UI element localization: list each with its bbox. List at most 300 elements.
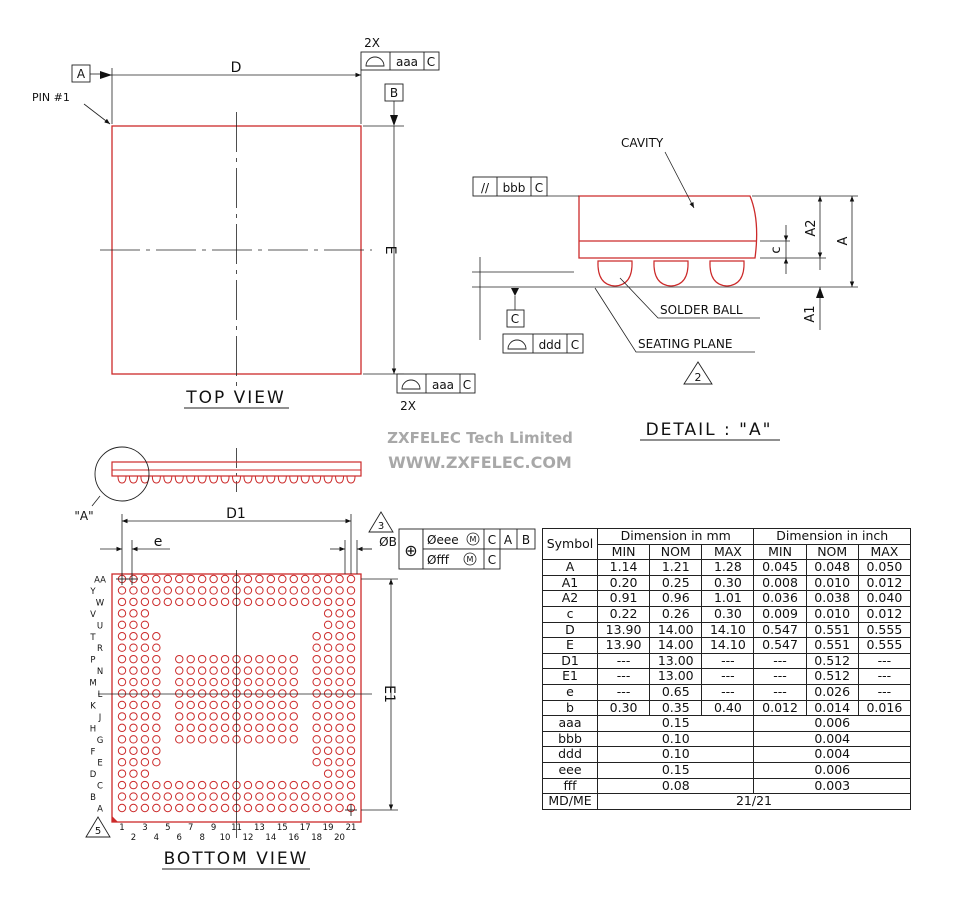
table-cell-value: 0.014 — [806, 700, 858, 716]
table-cell-value: 0.048 — [806, 560, 858, 576]
solder-ball — [118, 759, 125, 766]
solder-ball — [187, 667, 194, 674]
solder-ball — [279, 701, 286, 708]
table-cell-value: 1.14 — [598, 560, 650, 576]
solder-ball — [347, 793, 354, 800]
solder-ball — [118, 667, 125, 674]
solder-ball — [118, 724, 125, 731]
solder-ball — [210, 655, 217, 662]
table-cell-value: 0.006 — [754, 762, 911, 778]
solder-ball — [130, 781, 137, 788]
col-label: 15 — [276, 823, 288, 833]
solder-ball — [279, 575, 286, 582]
solder-ball — [347, 736, 354, 743]
solder-ball — [347, 644, 354, 651]
solder-ball — [176, 598, 183, 605]
solder-ball — [324, 678, 331, 685]
solder-ball — [130, 804, 137, 811]
solder-ball — [153, 747, 160, 754]
side-solder-ball — [278, 476, 286, 483]
col-label: 2 — [130, 833, 137, 843]
row-label: P — [90, 655, 96, 666]
table-cell-value: 14.10 — [702, 622, 754, 638]
side-solder-ball — [221, 476, 229, 483]
solder-ball — [198, 713, 205, 720]
solder-ball — [313, 804, 320, 811]
table-cell-value: 0.30 — [598, 700, 650, 716]
solder-ball — [164, 587, 171, 594]
solder-ball — [290, 655, 297, 662]
table-cell-value: 0.91 — [598, 591, 650, 607]
side-solder-ball — [118, 476, 126, 483]
table-subheader: MAX — [702, 544, 754, 560]
solder-ball — [336, 701, 343, 708]
table-cell-value: 1.01 — [702, 591, 754, 607]
table-cell-symbol: D — [543, 622, 598, 638]
table-cell-value: 0.012 — [858, 575, 910, 591]
solder-ball — [141, 793, 148, 800]
solder-ball — [210, 724, 217, 731]
solder-ball — [118, 644, 125, 651]
table-header-mm: Dimension in mm — [598, 529, 754, 545]
table-cell-value: 0.35 — [650, 700, 702, 716]
solder-ball — [244, 598, 251, 605]
solder-ball — [141, 633, 148, 640]
row-label: W — [95, 598, 105, 609]
dim-e-pitch-label: e — [153, 534, 163, 550]
table-cell-value: 14.00 — [650, 622, 702, 638]
solder-ball — [176, 667, 183, 674]
table-cell-value: 0.30 — [702, 575, 754, 591]
detail-view — [472, 136, 858, 440]
solder-ball — [187, 598, 194, 605]
table-cell-value: 0.10 — [598, 747, 754, 763]
solder-ball — [279, 736, 286, 743]
table-cell-value: --- — [702, 684, 754, 700]
solder-ball — [130, 793, 137, 800]
col-label: 8 — [199, 833, 205, 843]
solder-ball — [176, 781, 183, 788]
solder-ball — [141, 598, 148, 605]
col-label: 7 — [187, 823, 194, 833]
table-cell-value: 0.512 — [806, 653, 858, 669]
table-subheader: NOM — [650, 544, 702, 560]
solder-ball — [256, 804, 263, 811]
solder-ball — [302, 793, 309, 800]
solder-ball — [336, 621, 343, 628]
solder-ball — [279, 598, 286, 605]
solder-ball — [187, 781, 194, 788]
solder-ball — [290, 575, 297, 582]
solder-ball — [279, 793, 286, 800]
dim-e1-label: E1 — [381, 685, 397, 703]
solder-ball — [187, 678, 194, 685]
row-label: A — [97, 804, 103, 815]
solder-ball — [198, 701, 205, 708]
table-row — [543, 684, 911, 700]
table-subheader: MAX — [858, 544, 910, 560]
count-2x-bottom: 2X — [400, 399, 416, 413]
table-cell-value: 1.28 — [702, 560, 754, 576]
dim-d-label: D — [230, 60, 242, 76]
solder-ball — [290, 667, 297, 674]
row-label: U — [96, 621, 104, 632]
table-cell-symbol: ddd — [543, 747, 598, 763]
solder-ball — [164, 781, 171, 788]
solder-ball — [210, 804, 217, 811]
side-solder-ball — [255, 476, 263, 483]
table-row — [543, 622, 911, 638]
solder-ball — [210, 713, 217, 720]
table-row — [543, 794, 911, 810]
col-labels — [119, 823, 356, 843]
solder-ball — [267, 690, 274, 697]
row-label: Y — [90, 586, 96, 597]
table-cell-value: 0.012 — [858, 606, 910, 622]
side-solder-ball — [313, 476, 321, 483]
solder-ball — [347, 667, 354, 674]
solder-ball — [210, 701, 217, 708]
side-solder-ball — [290, 476, 298, 483]
solder-ball — [279, 655, 286, 662]
table-cell-value: 21/21 — [598, 794, 911, 810]
solder-ball — [221, 713, 228, 720]
solder-ball — [244, 701, 251, 708]
solder-ball — [210, 598, 217, 605]
dimension-table — [542, 528, 911, 810]
solder-ball — [336, 633, 343, 640]
solder-ball — [141, 713, 148, 720]
solder-ball — [256, 713, 263, 720]
solder-ball — [347, 678, 354, 685]
tolerance-frame-top — [361, 52, 439, 70]
side-solder-ball — [152, 476, 160, 483]
solder-ball — [324, 610, 331, 617]
table-cell-value: 0.551 — [806, 622, 858, 638]
row-label: B — [90, 793, 96, 804]
solder-ball — [130, 598, 137, 605]
solder-ball — [153, 644, 160, 651]
solder-ball — [290, 598, 297, 605]
table-cell-value: 0.512 — [806, 669, 858, 685]
solder-ball — [324, 770, 331, 777]
solder-ball — [324, 690, 331, 697]
tol-fff-value: Øfff — [427, 553, 449, 567]
solder-ball — [176, 713, 183, 720]
side-view — [74, 447, 361, 523]
table-row — [543, 560, 911, 576]
solder-ball — [313, 655, 320, 662]
solder-ball — [336, 770, 343, 777]
table-row — [543, 669, 911, 685]
table-cell-value: 13.90 — [598, 622, 650, 638]
solder-ball — [187, 804, 194, 811]
solder-ball — [130, 713, 137, 720]
table-cell-value: 0.004 — [754, 747, 911, 763]
solder-ball — [176, 690, 183, 697]
col-label: 4 — [153, 833, 160, 843]
solder-ball — [130, 621, 137, 628]
col-label: 19 — [322, 823, 334, 833]
row-label: K — [90, 701, 96, 712]
solder-ball — [336, 644, 343, 651]
solder-ball — [141, 575, 148, 582]
table-cell-value: --- — [702, 653, 754, 669]
solder-ball — [324, 724, 331, 731]
row-label: D — [89, 770, 97, 781]
solder-ball — [118, 781, 125, 788]
solder-ball — [176, 724, 183, 731]
solder-ball — [267, 713, 274, 720]
solder-ball — [221, 781, 228, 788]
solder-ball — [313, 793, 320, 800]
solder-ball — [336, 804, 343, 811]
solder-ball — [267, 655, 274, 662]
solder-ball — [244, 678, 251, 685]
solder-ball — [118, 793, 125, 800]
solder-ball — [153, 667, 160, 674]
table-cell-value: 0.30 — [702, 606, 754, 622]
solder-ball — [118, 598, 125, 605]
table-cell-value: 0.555 — [858, 638, 910, 654]
solder-ball — [336, 690, 343, 697]
table-cell-symbol: eee — [543, 762, 598, 778]
table-cell-value: 0.547 — [754, 638, 806, 654]
solder-ball — [187, 587, 194, 594]
solder-ball — [313, 598, 320, 605]
table-row — [543, 700, 911, 716]
solder-ball — [279, 724, 286, 731]
row-label: V — [90, 609, 96, 620]
solder-ball — [244, 736, 251, 743]
tol-eee-ref-c: C — [487, 533, 497, 547]
table-cell-value: 1.21 — [650, 560, 702, 576]
solder-ball — [244, 587, 251, 594]
solder-ball — [347, 759, 354, 766]
table-row — [543, 731, 911, 747]
solder-ball — [324, 621, 331, 628]
solder-ball — [313, 724, 320, 731]
datum-b-label: B — [389, 86, 399, 100]
table-cell-value: --- — [598, 653, 650, 669]
tol-fff-ref-c: C — [487, 553, 497, 567]
solder-ball — [153, 633, 160, 640]
side-solder-ball — [336, 476, 344, 483]
solder-ball — [244, 781, 251, 788]
solder-ball — [290, 701, 297, 708]
col-label: 1 — [119, 823, 125, 833]
tol-top-value: aaa — [395, 55, 419, 69]
flatness-frame — [503, 334, 583, 353]
table-cell-value: 0.008 — [754, 575, 806, 591]
solder-ball — [324, 713, 331, 720]
row-label: R — [97, 644, 103, 655]
table-cell-value: --- — [858, 653, 910, 669]
row-label: L — [97, 690, 103, 700]
solder-ball — [302, 598, 309, 605]
solder-ball — [130, 701, 137, 708]
solder-ball — [141, 724, 148, 731]
solder-ball — [176, 736, 183, 743]
position-icon: ⊕ — [404, 541, 418, 560]
solder-ball — [198, 598, 205, 605]
solder-ball — [336, 759, 343, 766]
solder-ball — [256, 598, 263, 605]
side-solder-ball — [347, 476, 355, 483]
solder-ball-label: SOLDER BALL — [660, 303, 743, 317]
solder-ball — [221, 587, 228, 594]
col-label: 20 — [334, 833, 345, 843]
solder-ball — [141, 759, 148, 766]
solder-ball — [313, 667, 320, 674]
table-cell-symbol: D1 — [543, 653, 598, 669]
solder-ball — [244, 804, 251, 811]
solder-ball — [244, 713, 251, 720]
solder-ball — [153, 804, 160, 811]
bottom-view — [86, 506, 535, 869]
solder-ball — [153, 713, 160, 720]
solder-ball — [256, 667, 263, 674]
solder-ball — [176, 587, 183, 594]
solder-ball — [279, 678, 286, 685]
solder-ball — [210, 587, 217, 594]
table-header-inch: Dimension in inch — [754, 529, 911, 545]
table-cell-value: 0.22 — [598, 606, 650, 622]
row-label: M — [89, 678, 97, 689]
solder-ball — [256, 781, 263, 788]
table-cell-value: --- — [702, 669, 754, 685]
solder-ball — [267, 736, 274, 743]
table-cell-value: 0.20 — [598, 575, 650, 591]
table-row — [543, 638, 911, 654]
side-solder-ball — [210, 476, 218, 483]
solder-ball — [347, 587, 354, 594]
solder-ball — [256, 736, 263, 743]
table-row — [543, 575, 911, 591]
solder-ball — [141, 678, 148, 685]
solder-ball — [256, 793, 263, 800]
solder-ball — [153, 724, 160, 731]
solder-ball — [313, 759, 320, 766]
solder-ball — [221, 575, 228, 582]
watermark-url: WWW.ZXFELEC.COM — [388, 453, 572, 472]
solder-ball — [221, 736, 228, 743]
solder-ball — [279, 690, 286, 697]
solder-ball — [290, 804, 297, 811]
solder-ball — [267, 781, 274, 788]
solder-ball — [118, 747, 125, 754]
solder-ball — [347, 610, 354, 617]
count-2x-top: 2X — [364, 36, 380, 50]
solder-ball — [244, 667, 251, 674]
solder-ball — [187, 655, 194, 662]
solder-ball — [324, 587, 331, 594]
table-cell-symbol: MD/ME — [543, 794, 598, 810]
solder-ball — [118, 678, 125, 685]
solder-ball — [198, 804, 205, 811]
solder-ball — [141, 644, 148, 651]
note-3-marker: 3 — [377, 521, 385, 532]
solder-ball — [176, 655, 183, 662]
solder-ball — [164, 793, 171, 800]
solder-ball — [290, 736, 297, 743]
solder-ball — [118, 736, 125, 743]
solder-ball — [290, 713, 297, 720]
solder-ball — [198, 736, 205, 743]
solder-ball — [141, 804, 148, 811]
solder-ball — [141, 667, 148, 674]
table-subheader: MIN — [754, 544, 806, 560]
solder-ball — [290, 781, 297, 788]
solder-ball — [324, 633, 331, 640]
table-cell-value: 0.15 — [598, 762, 754, 778]
solder-ball — [324, 598, 331, 605]
table-cell-symbol: E — [543, 638, 598, 654]
solder-ball — [141, 747, 148, 754]
table-cell-value: 0.003 — [754, 778, 911, 794]
table-cell-value: 0.40 — [702, 700, 754, 716]
solder-ball — [130, 770, 137, 777]
solder-ball — [198, 667, 205, 674]
tol-top-ref: C — [426, 55, 436, 69]
table-cell-symbol: e — [543, 684, 598, 700]
solder-ball — [313, 678, 320, 685]
solder-ball — [267, 575, 274, 582]
table-header-symbol: Symbol — [543, 529, 598, 560]
solder-ball — [187, 575, 194, 582]
solder-ball — [130, 587, 137, 594]
solder-ball — [187, 793, 194, 800]
solder-ball — [256, 724, 263, 731]
side-solder-ball — [267, 476, 275, 483]
table-cell-value: --- — [858, 669, 910, 685]
detail-a-callout: "A" — [74, 509, 94, 523]
solder-ball — [198, 690, 205, 697]
dim-a1-label: A1 — [803, 305, 818, 323]
solder-ball — [313, 575, 320, 582]
solder-ball — [187, 724, 194, 731]
solder-ball — [210, 736, 217, 743]
dim-d1-label: D1 — [226, 506, 246, 522]
solder-ball — [244, 724, 251, 731]
row-labels — [89, 576, 106, 815]
solder-ball — [347, 655, 354, 662]
solder-ball — [210, 781, 217, 788]
solder-ball — [141, 770, 148, 777]
solder-ball — [141, 655, 148, 662]
position-tolerance-frame — [399, 529, 535, 569]
solder-ball — [336, 678, 343, 685]
solder-ball — [336, 781, 343, 788]
solder-ball — [153, 678, 160, 685]
solder-ball — [118, 804, 125, 811]
solder-ball — [336, 598, 343, 605]
detail-a-callout-circle — [95, 447, 149, 501]
table-cell-value: 0.65 — [650, 684, 702, 700]
tol-bottom-value: aaa — [431, 378, 455, 392]
solder-ball — [267, 587, 274, 594]
table-cell-value: --- — [754, 684, 806, 700]
table-cell-symbol: c — [543, 606, 598, 622]
table-row — [543, 778, 911, 794]
solder-ball — [176, 678, 183, 685]
solder-ball — [118, 713, 125, 720]
tol-eee-value: Øeee — [427, 533, 459, 547]
table-cell-value: 0.040 — [858, 591, 910, 607]
table-cell-value: --- — [858, 684, 910, 700]
solder-ball — [302, 781, 309, 788]
solder-ball — [118, 701, 125, 708]
